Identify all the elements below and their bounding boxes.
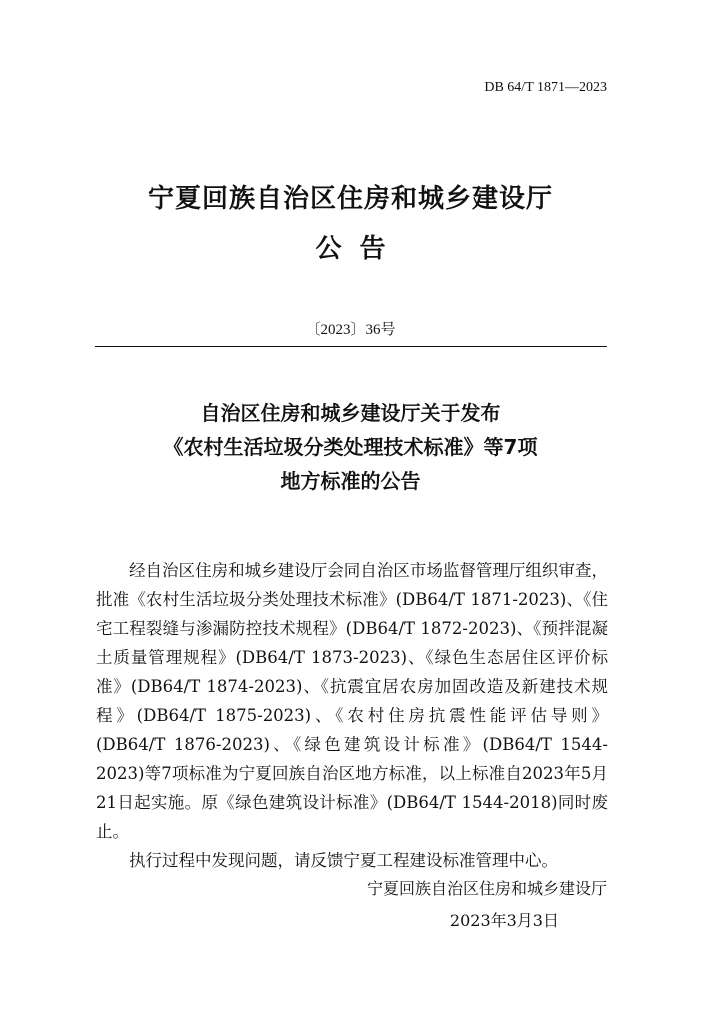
body-paragraph-2: 执行过程中发现问题，请反馈宁夏工程建设标准管理中心。 [129, 851, 558, 870]
headline-line-2: 《农村生活垃圾分类处理技术标准》等7项 [163, 435, 538, 459]
announcement-body [96, 556, 608, 875]
issuer-name: 宁夏回族自治区住房和城乡建设厅 [366, 879, 607, 898]
signature-block [367, 873, 607, 937]
headline-line-3: 地方标准的公告 [280, 469, 421, 493]
body-paragraph-1: 经自治区住房和城乡建设厅会同自治区市场监督管理厅组织审查，批准《农村生活垃圾分类处理技术标准》(DB64/T 1871-2023)、《住宅工程裂缝与渗漏防控技术规程》(DB64/T 1872-2023)、《预拌混凝土质量管理规程》(DB64/T 1873-2023)、《绿色生态居住区评价标准》(DB64/T 1874-2023)、《抗震宜居农房加固改造及新建技术规程》(DB64/T 1875-2023)、《农村住房抗震性能评估导则》(DB64/T 1876-2023)、《绿色建筑设计标准》(DB64/T 1544-2023)等7项标准为宁夏回族自治区地方标准，以上标准自2023年5月21日起实施。原《绿色建筑设计标准》(DB64/T 1544-2018)同时废止。 [96, 561, 608, 841]
header-divider [95, 346, 607, 347]
announcement-headline [0, 396, 701, 498]
issue-date: 2023年3月3日 [449, 911, 559, 930]
headline-line-1: 自治区住房和城乡建设厅关于发布 [200, 401, 501, 425]
notice-title: 公告 [315, 234, 404, 264]
department-title: 宁夏回族自治区住房和城乡建设厅 [147, 184, 553, 214]
issue-number: 〔2023〕36号 [305, 322, 396, 338]
document-standard-number: DB 64/T 1871—2023 [484, 80, 607, 95]
